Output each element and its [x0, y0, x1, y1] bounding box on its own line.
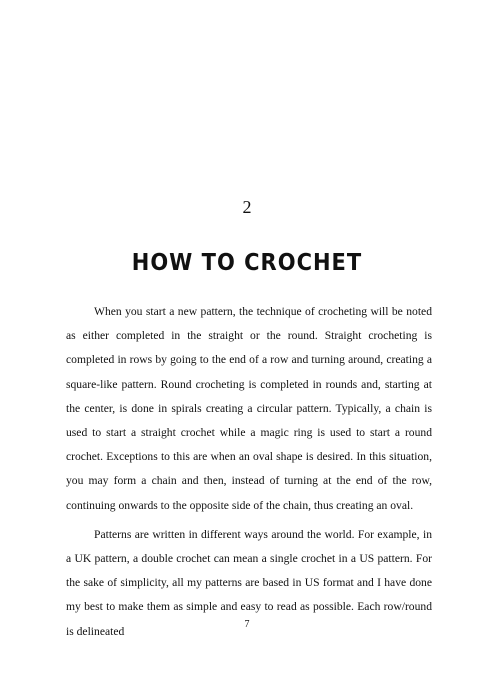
body-text: [66, 300, 432, 644]
paragraph: When you start a new pattern, the technique of crocheting will be noted as either completed in the straight or the round. Straight crocheting is completed in rows by going to the end of a row and turning around, creating a square-like pattern. Round crocheting is completed in rounds and, starting at the center, is done in spirals creating a circular pattern. Typically, a chain is used to start a straight crochet while a magic ring is used to start a round crochet. Exceptions to this are when an oval shape is desired. In this situation, you may form a chain and then, instead of turning at the end of the row, continuing onwards to the opposite side of the chain, thus creating an oval.: [66, 305, 432, 512]
paragraph: Patterns are written in different ways around the world. For example, in a UK pattern, a double crochet can mean a single crochet in a US pattern. For the sake of simplicity, all my patterns are based in US format and I have done my best to make them as simple and easy to read as possible. Each row/round is delineated: [66, 527, 432, 638]
chapter-number: 2: [242, 197, 252, 217]
page-number: 7: [244, 619, 250, 630]
chapter-title: HOW TO CROCHET: [131, 248, 363, 276]
